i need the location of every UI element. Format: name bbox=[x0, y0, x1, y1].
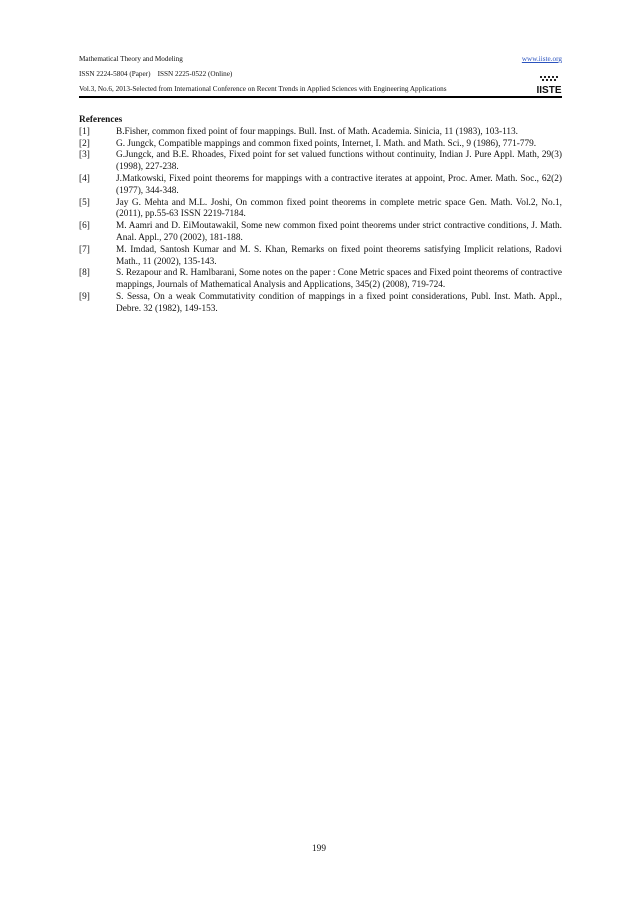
reference-text: M. Imdad, Santosh Kumar and M. S. Khan, Remarks on fixed point theorems satisfying Implicit relations, Radovi Math., 11 (2002), 135-143. bbox=[116, 244, 562, 267]
reference-item bbox=[79, 198, 562, 222]
reference-number: [1] bbox=[79, 126, 90, 137]
reference-number: [7] bbox=[79, 244, 90, 255]
page-header bbox=[79, 52, 562, 97]
iiste-logo bbox=[536, 75, 562, 95]
reference-text: M. Aamri and D. EiMoutawakil, Some new common fixed point theorems under strict contractive conditions, J. Math. Anal. Appl., 270 (2002), 181-188. bbox=[116, 221, 562, 243]
journal-name bbox=[79, 52, 562, 67]
journal-title: Mathematical Theory and Modeling bbox=[79, 55, 183, 63]
reference-text: G. Jungck, Compatible mappings and common fixed points, Internet, I. Math. and Math. Sci., 9 (1986), 771-779. bbox=[116, 138, 537, 149]
reference-text: J.Matkowski, Fixed point theorems for mappings with a contractive iterates at appoint, Proc. Amer. Math. Soc., 62(2) (1977), 344-348. bbox=[116, 173, 562, 196]
header-rule bbox=[79, 96, 562, 98]
reference-item bbox=[79, 139, 562, 151]
reference-number: [2] bbox=[79, 138, 90, 149]
svg-text:IISTE: IISTE bbox=[536, 85, 562, 95]
reference-text: S. Rezapour and R. Hamlbarani, Some notes on the paper : Cone Metric spaces and Fixed point theorems of contractive mappings, Journals of Mathematical Analysis and Applications, 345(2) (2008), 719-724. bbox=[116, 268, 562, 291]
reference-item bbox=[79, 150, 562, 174]
reference-item bbox=[79, 221, 562, 245]
reference-text: Jay G. Mehta and M.L. Joshi, On common fixed point theorems in complete metric space Gen. Math. Vol.2, No.1, (2011), pp.55-63 ISSN 2219-7184. bbox=[116, 197, 562, 220]
reference-number: [9] bbox=[79, 291, 90, 302]
reference-item bbox=[79, 245, 562, 269]
reference-text: S. Sessa, On a weak Commutativity condition of mappings in a fixed point considerations, Publ. Inst. Math. Appl., Debre. 32 (1982), 149-153. bbox=[116, 291, 562, 314]
references-section bbox=[79, 115, 562, 316]
reference-item bbox=[79, 292, 562, 316]
page-number: 199 bbox=[312, 844, 326, 854]
reference-item bbox=[79, 127, 562, 139]
reference-item bbox=[79, 174, 562, 198]
issn-line: ISSN 2224-5804 (Paper) ISSN 2225-0522 (Online) bbox=[79, 70, 233, 78]
reference-number: [6] bbox=[79, 221, 90, 232]
reference-item bbox=[79, 268, 562, 292]
reference-number: [8] bbox=[79, 268, 90, 279]
volume-line: Vol.3, No.6, 2013-Selected from International Conference on Recent Trends in Applied Sciences with Engineering Applications bbox=[79, 85, 447, 93]
reference-number: [4] bbox=[79, 173, 90, 184]
reference-text: B.Fisher, common fixed point of four mappings. Bull. Inst. of Math. Academia. Sinicia, 11 (1983), 103-113. bbox=[116, 126, 519, 137]
reference-text: G.Jungck, and B.E. Rhoades, Fixed point for set valued functions without continuity, Indian J. Pure Appl. Math, 29(3) (1998), 227-238. bbox=[116, 150, 562, 173]
reference-number: [3] bbox=[79, 150, 90, 161]
references-heading: References bbox=[79, 115, 123, 125]
website-link[interactable]: www.iiste.org bbox=[521, 55, 562, 63]
reference-number: [5] bbox=[79, 197, 90, 208]
